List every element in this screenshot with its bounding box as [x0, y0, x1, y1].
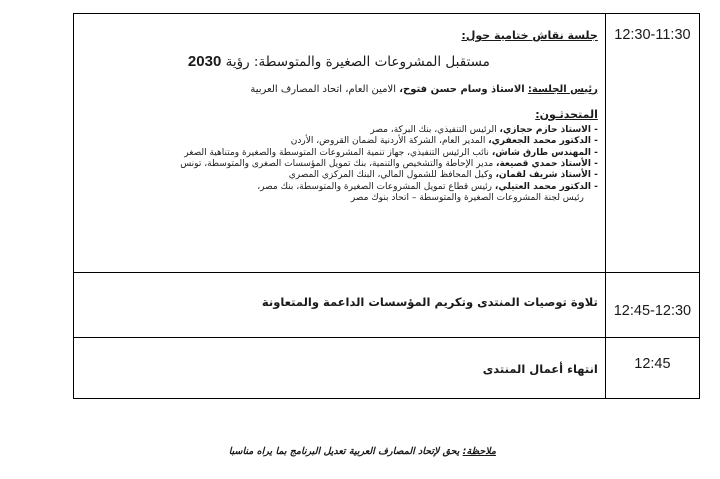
- recommendations-text: تلاوة توصيات المنتدى وتكريم المؤسسات الداعمة والمتعاونة: [261, 295, 598, 309]
- recommendations-content: [74, 273, 606, 338]
- note-text: يحق لإتحاد المصارف العربية تعديل البرنامج بما يراه مناسبا: [228, 446, 460, 457]
- session-title: جلسة نقاش ختامية حول:: [461, 29, 598, 42]
- speaker-name: - الاستاذ حازم حجازي،: [499, 124, 598, 135]
- recommendations-row: [74, 273, 700, 338]
- speaker-name: - الدكتور محمد الجعفري،: [488, 136, 598, 147]
- speaker-item: [80, 125, 598, 136]
- speakers-heading: المتحدثـون:: [535, 107, 598, 121]
- closing-time-cell: [605, 338, 699, 399]
- recommendations-time-cell: [605, 273, 699, 338]
- speaker-name: - المهندس طارق شاش،: [491, 147, 598, 158]
- speaker-item-continuation: [80, 193, 598, 204]
- chair-name: الاستاذ وسام حسن فتوح،: [399, 83, 525, 95]
- speaker-item: [80, 170, 598, 181]
- footer-note: [178, 446, 496, 457]
- closing-panel-content: [74, 14, 606, 273]
- speaker-role: وكيل المحافظ للشمول المالي، البنك المركزي المصري: [288, 170, 493, 181]
- session-subtitle-text: مستقبل المشروعات الصغيرة والمتوسطة: رؤية: [225, 54, 490, 71]
- chair-label: رئيس الجلسة:: [527, 83, 598, 95]
- speaker-role: الرئيس التنفيذي، بنك البركة، مصر: [370, 124, 497, 135]
- closing-panel-row: [74, 14, 700, 273]
- session-chair: [80, 84, 598, 95]
- closing-text: انتهاء أعمال المنتدى: [482, 362, 598, 376]
- closing-time: 12:45: [634, 356, 671, 372]
- speaker-role: نائب الرئيس التنفيذي، جهاز تنمية المشروعات المتوسطة والصغيرة ومتناهية الصغر: [184, 147, 489, 158]
- closing-panel-time: 12:30-11:30: [614, 27, 691, 43]
- speakers-list: [80, 125, 598, 205]
- session-subtitle-year: 2030: [187, 53, 222, 71]
- closing-content: [74, 338, 606, 399]
- speaker-role: مدير الإحاطة والتشخيص والتنمية، بنك تمويل المؤسسات الصغرى والمتوسطة، تونس: [180, 158, 494, 169]
- speaker-item: [80, 159, 598, 170]
- speaker-role: رئيس قطاع تمويل المشروعات الصغيرة والمتوسطة، بنك مصر،: [257, 181, 493, 192]
- speaker-role: المدير العام، الشركة الأردنية لضمان القروض، الأردن: [290, 136, 486, 147]
- closing-panel-time-cell: [605, 14, 699, 273]
- program-schedule-table: [73, 13, 700, 399]
- speaker-item: [80, 136, 598, 147]
- speaker-name: - الدكتور محمد العتيلي،: [494, 181, 598, 192]
- speaker-name: - الأستاذ حمدي قصيعة،: [496, 158, 598, 169]
- speaker-name: - الأستاذ شريف لقمان،: [495, 170, 598, 181]
- closing-row: [74, 338, 700, 399]
- speaker-item: [80, 148, 598, 159]
- chair-role: الامين العام، اتحاد المصارف العربية: [250, 83, 396, 95]
- note-label: ملاحظة:: [462, 446, 496, 457]
- speaker-item: [80, 182, 598, 193]
- speaker-role: رئيس لجنة المشروعات الصغيرة والمتوسطة – اتحاد بنوك مصر: [350, 193, 584, 204]
- recommendations-time: 12:45-12:30: [613, 303, 692, 319]
- session-subtitle: [80, 54, 598, 71]
